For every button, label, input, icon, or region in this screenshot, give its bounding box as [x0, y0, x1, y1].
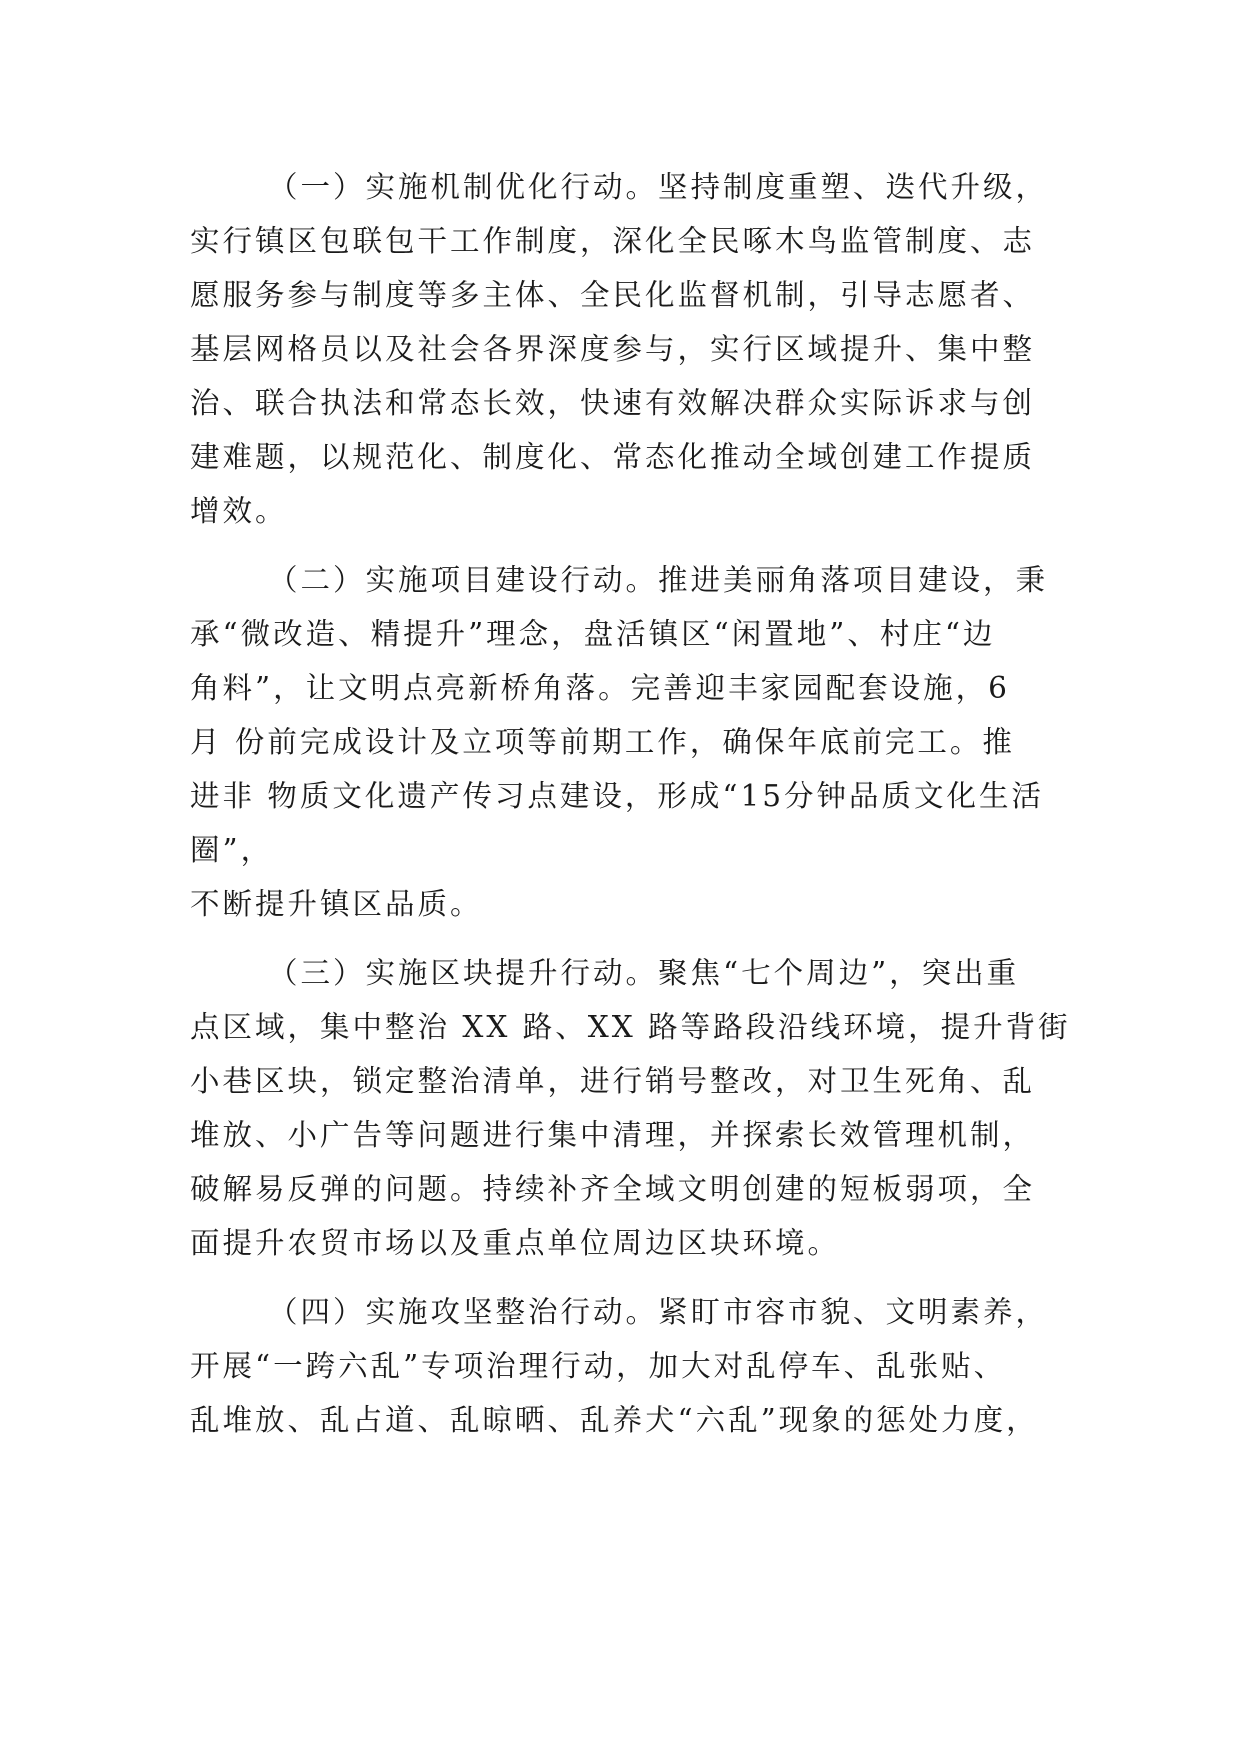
text-line: 堆放、小广告等问题进行集中清理，并探索长效管理机制， — [190, 1118, 1036, 1152]
text-line: 破解易反弹的问题。持续补齐全域文明创建的短板弱项，全 — [190, 1172, 1036, 1206]
paragraph-block-improvement — [190, 946, 1070, 1270]
text-line: 实行镇区包联包干工作制度，深化全民啄木鸟监管制度、志 — [190, 224, 1036, 258]
text-line: （四）实施攻坚整治行动。紧盯市容市貌、文明素养， — [268, 1295, 1049, 1329]
text-line: 乱堆放、乱占道、乱晾晒、乱养犬“六乱”现象的惩处力度， — [190, 1403, 1039, 1437]
paragraph-mechanism-optimization — [190, 160, 1070, 538]
document-body — [190, 160, 1070, 1462]
text-line: 圈”， — [190, 833, 274, 867]
text-line: 增效。 — [190, 494, 288, 528]
text-line: （一）实施机制优化行动。坚持制度重塑、迭代升级， — [268, 170, 1049, 204]
text-line: 基层网格员以及社会各界深度参与，实行区域提升、集中整 — [190, 332, 1036, 366]
text-line: 面提升农贸市场以及重点单位周边区块环境。 — [190, 1226, 841, 1260]
text-line: （二）实施项目建设行动。推进美丽角落项目建设，秉 — [268, 563, 1049, 597]
text-line: 角料”，让文明点亮新桥角落。完善迎丰家园配套设施，6 — [190, 671, 1010, 705]
text-line: 点区域，集中整治 XX 路、XX 路等路段沿线环境，提升背街 — [190, 1010, 1071, 1044]
paragraph-rectification — [190, 1285, 1070, 1447]
text-line: 承“微改造、精提升”理念，盘活镇区“闲置地”、村庄“边 — [190, 617, 996, 651]
text-line: 治、联合执法和常态长效，快速有效解决群众实际诉求与创 — [190, 386, 1036, 420]
text-line: 月 份前完成设计及立项等前期工作，确保年底前完工。推 — [190, 725, 1015, 759]
text-line: 小巷区块，锁定整治清单，进行销号整改，对卫生死角、乱 — [190, 1064, 1036, 1098]
text-line: 开展“一跨六乱”专项治理行动，加大对乱停车、乱张贴、 — [190, 1349, 1007, 1383]
text-line: 进非 物质文化遗产传习点建设，形成“15分钟品质文化生活 — [190, 779, 1044, 813]
paragraph-project-construction — [190, 553, 1070, 931]
text-line: 不断提升镇区品质。 — [190, 887, 483, 921]
text-line: 建难题，以规范化、制度化、常态化推动全域创建工作提质 — [190, 440, 1036, 474]
text-line: 愿服务参与制度等多主体、全民化监督机制，引导志愿者、 — [190, 278, 1036, 312]
text-line: （三）实施区块提升行动。聚焦“七个周边”，突出重 — [268, 956, 1020, 990]
